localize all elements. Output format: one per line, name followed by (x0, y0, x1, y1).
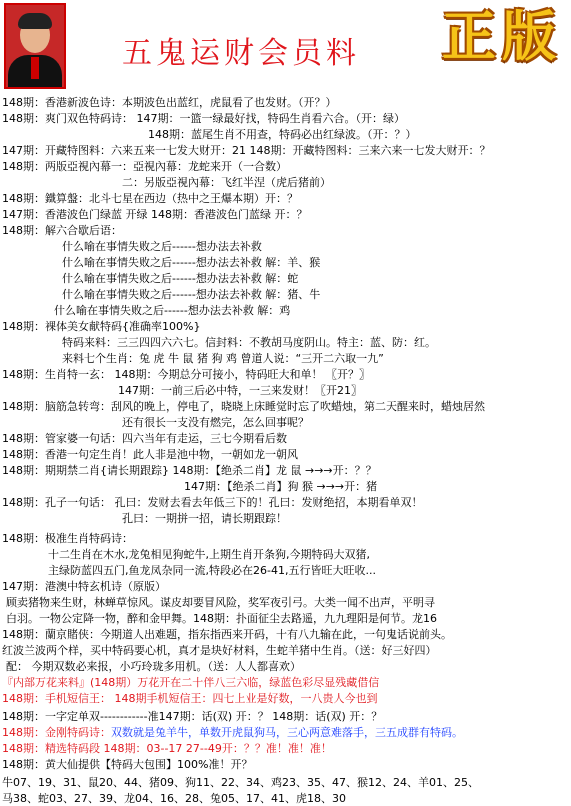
text-line: 148期：香港一句定生肖！此人非是池中物，一朝如龙一朝风 (2, 448, 298, 461)
header (0, 0, 571, 92)
text-line: 148期：鐵算盤：北斗七星在西边（热中之王爆本期）开：？ (2, 192, 298, 205)
text-line: 白羽。一物公定降一物，醉和金甲舞。148期：扑面征尘去路遥，九九理阳是何节。龙16 (6, 612, 437, 625)
text-line: 什么喻在事情失败之后------想办法去补救 解：羊、猴 (62, 256, 321, 269)
text-line: 特码来料：三三四四六六七。信封料：不教胡马度阴山。特主：蓝、防：红。 (62, 336, 436, 349)
text-line: 148期：金刚特码诗：双数就是兔羊牛，单数开虎鼠狗马，三心两意难落手，三五成群有特码。 (2, 726, 463, 739)
text-line: 148期：生肖特一玄： 148期：今期总分可接小，特码旺大和单！ 〖开？〗 (2, 368, 370, 381)
text-line: 孔曰：一期拼一招，请长期跟踪！ (122, 512, 287, 525)
text-line: 148期：一字定单双------------准147期：话(双) 开：？ 148期：话(双) 开：？ (2, 710, 383, 723)
text-line: 148期：蘭京賭侠：今期道人出难题，指东指西来开码，十有八九输在此，一句鬼话说前头。 (2, 628, 452, 641)
text-line: 来料七个生肖：兔 虎 牛 鼠 猪 狗 鸡 曾道人说：“三开二六取一九” (62, 352, 384, 365)
text-line: 马38、蛇03、27、39、龙04、16、28、兔05、17、41、虎18、30 (2, 792, 346, 805)
text-line: 148期：爽门双色特码诗： 147期：一篮一绿最好找，特码生肖看六合。（开：绿） (2, 112, 405, 125)
page-title: 五鬼运财会员料 (122, 36, 360, 71)
text-line: 147期：港澳中特玄机诗（原版） (2, 580, 166, 593)
text-line: 148期：裸体美女献特码{准确率100%} (2, 320, 201, 333)
text-line: 148期：精选特码段 148期：03--17 27--49开：？？准！准！准！ (2, 742, 332, 755)
avatar (4, 3, 66, 89)
text-line: 148期：解六合歇后语： (2, 224, 122, 237)
text-line: 148期：期期禁二肖{请长期跟踪} 148期：【绝杀二肖】龙 鼠 →→→开：？？ (2, 464, 377, 477)
text-line: 红波兰波两个样，买中特码要心机，真才是块好材料，生蛇羊猪中生肖。（送：好三好四） (2, 644, 437, 657)
text-line: 148期：孔子一句话： 孔曰：发财去看去年低三下的！孔曰：发财绝招，本期看单双！ (2, 496, 423, 509)
text-line: 148期：蓝尾生肖不用查，特码必出红绿波。（开：？） (148, 128, 417, 141)
authentic-seal: 正版 (442, 5, 562, 68)
text-line: 147期：香港波色门绿蓝 开绿 148期：香港波色门蓝绿 开：？ (2, 208, 308, 221)
text-line: 主绿防蓝四五门,鱼龙凤杂同一流,特段必在26-41,五行皆旺大旺收... (48, 564, 376, 577)
text-line: 148期：极准生肖特码诗： (2, 532, 133, 545)
text-line: 148期：脑筋急转弯：刮风的晚上，停电了，晓晓上床睡觉时忘了吹蜡烛，第二天醒来时，蜡烛居然 (2, 400, 485, 413)
avatar-hair (18, 13, 52, 29)
text-line: 牛07、19、31、鼠20、44、猪09、狗11、22、34、鸡23、35、47、猴12、24、羊01、25、 (2, 776, 479, 789)
text-line: 什么喻在事情失败之后------想办法去补救 解：蛇 (62, 272, 299, 285)
text-line: 147期：开藏特图料：六来五来一七发大财开：21 148期：开藏特图料：三来六来一七发大财开：？ (2, 144, 491, 157)
text-line: 148期：管家婆一句话：四六当年有走运，三七今期看后数 (2, 432, 287, 445)
text-line: 配： 今期双数必来报，小巧玲珑多用机。（送：人人都喜欢） (6, 660, 301, 673)
text-line: 148期：黄大仙提供【特码大包围】100%准！开？ (2, 758, 253, 771)
text-line: 还有很长一支没有燃完，怎么回事呢？ (122, 416, 309, 429)
text-line: 148期：两版亞視內幕一：亞視內幕：龙蛇来开（一合数） (2, 160, 287, 173)
text-line: 十二生肖在木水,龙兔相见狗蛇牛,上期生肖开条狗,今期特码大双猪, (48, 548, 370, 561)
text-line: 二：另版亞視內幕：飞红半涅（虎后猪前） (122, 176, 331, 189)
avatar-tie (31, 57, 39, 79)
text-line: 什么喻在事情失败之后------想办法去补救 解：猪、牛 (62, 288, 321, 301)
text-line: 147期：一前三后必中特，一三来发财！〖开21〗 (118, 384, 362, 397)
text-line: 148期：香港新波色诗：本期波色出蓝红，虎鼠看了也发财。（开？） (2, 96, 337, 109)
text-line: 什么喻在事情失败之后------想办法去补救 (62, 240, 262, 253)
text-line: 147期：【绝杀二肖】狗 猴 →→→开：猪 (184, 480, 378, 493)
text-line: 什么喻在事情失败之后------想办法去补救 解：鸡 (54, 304, 291, 317)
text-line: 顾卖猪物来生财，林蝉草惊风。谋皮却要冒风险，奖军夜引弓。大类一闻不出声，平明寻 (6, 596, 435, 609)
text-line: 148期：手机短信王： 148期手机短信王：四七上业是好数，一八贵人今也到 (2, 692, 378, 705)
text-line: 『内部万花来料』(148期）万花开在二十伴八三六临，绿蓝色彩尽显残藏借信 (2, 676, 380, 689)
